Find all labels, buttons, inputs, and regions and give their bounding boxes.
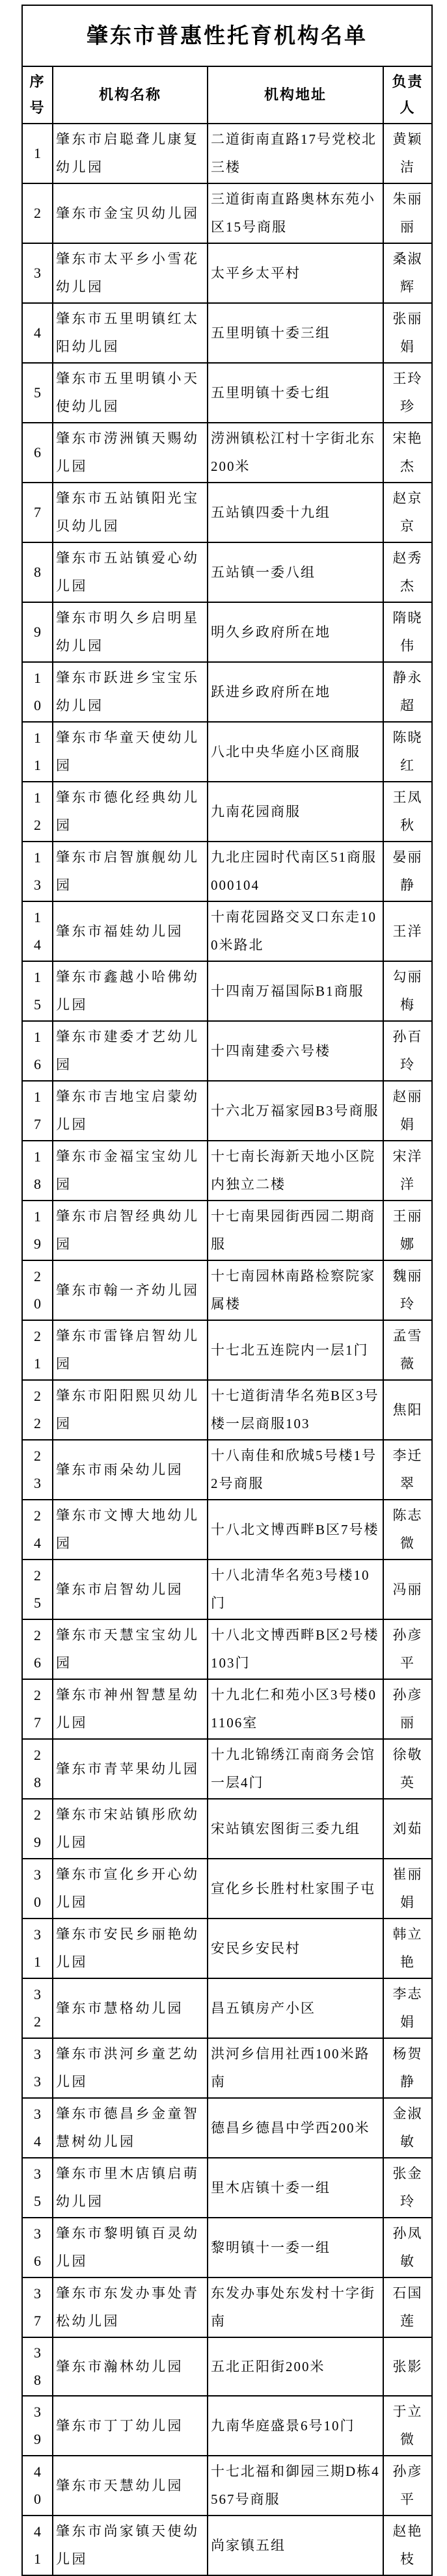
title-row (22, 5, 432, 66)
row-serial: 16 (34, 1029, 41, 1072)
table-row (22, 1859, 432, 1919)
row-serial: 10 (34, 670, 41, 713)
institution-address: 十九北锦绣江南商务会馆一层4门 (208, 1739, 383, 1799)
table-row (22, 303, 432, 363)
institution-name: 肇东市瀚林幼儿园 (53, 2337, 208, 2396)
row-serial-cell (22, 2218, 53, 2277)
row-serial-cell (22, 1021, 53, 1081)
institution-address: 九北庄园时代南区51商服000104 (208, 842, 383, 901)
person-in-charge: 冯丽 (383, 1560, 432, 1619)
person-in-charge: 张影 (383, 2337, 432, 2396)
person-in-charge: 李迁翠 (383, 1440, 432, 1500)
table-row (22, 1679, 432, 1739)
person-in-charge: 赵京京 (383, 483, 432, 542)
person-in-charge: 陈晓红 (383, 722, 432, 782)
institution-name: 肇东市金宝贝幼儿园 (53, 183, 208, 243)
row-serial-cell (22, 542, 53, 602)
row-serial-cell (22, 2038, 53, 2098)
row-serial: 22 (34, 1388, 41, 1431)
table-row (22, 602, 432, 662)
row-serial-cell (22, 1260, 53, 1320)
row-serial-cell (22, 2516, 53, 2575)
header-row (22, 66, 432, 124)
row-serial: 38 (34, 2344, 41, 2388)
institution-name: 肇东市五站镇爱心幼儿园 (53, 542, 208, 602)
row-serial: 24 (34, 1507, 41, 1551)
table-row (22, 124, 432, 183)
row-serial: 37 (34, 2285, 41, 2329)
person-in-charge: 王凤秋 (383, 782, 432, 842)
column-header-no: 序号 (22, 66, 53, 124)
row-serial: 12 (34, 790, 41, 833)
person-in-charge: 静永超 (383, 662, 432, 722)
institution-address: 十六北万福家园B3号商服 (208, 1081, 383, 1141)
institution-name: 肇东市太平乡小雪花幼儿园 (53, 243, 208, 303)
table-row (22, 1978, 432, 2038)
table-row (22, 1021, 432, 1081)
person-in-charge: 王洋 (383, 901, 432, 961)
institution-name: 肇东市宋站镇彤欣幼儿园 (53, 1799, 208, 1859)
person-in-charge: 孙凤敏 (383, 2218, 432, 2277)
row-serial-cell (22, 363, 53, 423)
institution-name: 肇东市吉地宝启蒙幼儿园 (53, 1081, 208, 1141)
person-in-charge: 黄颖洁 (383, 124, 432, 183)
table-row (22, 1260, 432, 1320)
table-row (22, 722, 432, 782)
person-in-charge: 孙彦平 (383, 1619, 432, 1679)
row-serial: 39 (34, 2404, 41, 2447)
institution-address: 十四南建委六号楼 (208, 1021, 383, 1081)
person-in-charge: 勾丽梅 (383, 961, 432, 1021)
table-row (22, 2456, 432, 2516)
table-row (22, 2396, 432, 2456)
row-serial-cell (22, 183, 53, 243)
table-row (22, 542, 432, 602)
row-serial-cell (22, 1679, 53, 1739)
institution-name: 肇东市东发办事处青松幼儿园 (53, 2277, 208, 2337)
institution-name: 肇东市安民乡丽艳幼儿园 (53, 1919, 208, 1978)
institution-name: 肇东市阳阳熙贝幼儿园 (53, 1380, 208, 1440)
institution-address: 九南花园商服 (208, 782, 383, 842)
institution-address: 九南华庭盛景6号10门 (208, 2396, 383, 2456)
row-serial-cell (22, 2456, 53, 2516)
table-row (22, 1500, 432, 1560)
table-row (22, 901, 432, 961)
row-serial: 1 (34, 145, 41, 161)
row-serial-cell (22, 1619, 53, 1679)
row-serial-cell (22, 1919, 53, 1978)
institution-address: 涝洲镇松江村十字街北东200米 (208, 423, 383, 483)
institution-address: 十九北仁和苑小区3号楼01106室 (208, 1679, 383, 1739)
row-serial: 35 (34, 2166, 41, 2209)
institution-name: 肇东市金福宝宝幼儿园 (53, 1141, 208, 1201)
row-serial-cell (22, 602, 53, 662)
institution-address: 明久乡政府所在地 (208, 602, 383, 662)
institution-address: 东发办事处东发村十字街南 (208, 2277, 383, 2337)
person-in-charge: 焦阳 (383, 1380, 432, 1440)
row-serial-cell (22, 1440, 53, 1500)
page-title: 肇东市普惠性托育机构名单 (87, 23, 368, 47)
institution-address: 十八北清华名苑3号楼10门 (208, 1560, 383, 1619)
row-serial-cell (22, 1320, 53, 1380)
row-serial-cell (22, 1141, 53, 1201)
row-serial: 15 (34, 969, 41, 1013)
row-serial: 34 (34, 2106, 41, 2149)
person-in-charge: 孟雪薇 (383, 1320, 432, 1380)
institution-address: 十七北五连院内一层1门 (208, 1320, 383, 1380)
institution-address: 五站镇一委八组 (208, 542, 383, 602)
row-serial-cell (22, 1500, 53, 1560)
institution-name: 肇东市丁丁幼儿园 (53, 2396, 208, 2456)
row-serial-cell (22, 2098, 53, 2158)
row-serial-cell (22, 1739, 53, 1799)
institution-name: 肇东市慧格幼儿园 (53, 1978, 208, 2038)
column-header-person: 负责人 (383, 66, 432, 124)
row-serial: 17 (34, 1089, 41, 1132)
institution-address: 十八北文博西畔B区2号楼103门 (208, 1619, 383, 1679)
row-serial: 21 (34, 1328, 41, 1372)
table-row (22, 2516, 432, 2575)
institution-name: 肇东市五站镇阳光宝贝幼儿园 (53, 483, 208, 542)
institution-address: 尚家镇五组 (208, 2516, 383, 2575)
institution-name: 肇东市里木店镇启萌幼儿园 (53, 2158, 208, 2218)
table-row (22, 483, 432, 542)
row-serial: 36 (34, 2225, 41, 2269)
institution-name: 肇东市跃进乡宝宝乐幼儿园 (53, 662, 208, 722)
person-in-charge: 韩立艳 (383, 1919, 432, 1978)
table-row (22, 1560, 432, 1619)
institution-address: 十八北文博西畔B区7号楼 (208, 1500, 383, 1560)
row-serial-cell (22, 2277, 53, 2337)
institution-address: 宣化乡长胜村杜家围子屯 (208, 1859, 383, 1919)
person-in-charge: 于立微 (383, 2396, 432, 2456)
table-row (22, 1320, 432, 1380)
row-serial: 11 (34, 730, 41, 773)
row-serial: 19 (34, 1208, 41, 1252)
row-serial-cell (22, 483, 53, 542)
institution-name: 肇东市启智经典幼儿园 (53, 1201, 208, 1260)
table-row (22, 2337, 432, 2396)
table-row (22, 1919, 432, 1978)
person-in-charge: 朱丽丽 (383, 183, 432, 243)
row-serial-cell (22, 1560, 53, 1619)
row-serial: 5 (34, 384, 41, 401)
institution-address: 十七道街清华名苑B区3号楼一层商服103 (208, 1380, 383, 1440)
institution-address: 洪河乡信用社西100米路南 (208, 2038, 383, 2098)
table-row (22, 662, 432, 722)
person-in-charge: 刘茹 (383, 1799, 432, 1859)
institution-address: 十七南果园街西园二期商服 (208, 1201, 383, 1260)
row-serial: 32 (34, 1986, 41, 2030)
table-row (22, 1739, 432, 1799)
institution-address: 十四南万福国际B1商服 (208, 961, 383, 1021)
person-in-charge: 赵秀杰 (383, 542, 432, 602)
person-in-charge: 宋艳杰 (383, 423, 432, 483)
row-serial: 7 (34, 504, 41, 520)
institution-address: 太平乡太平村 (208, 243, 383, 303)
table-row (22, 782, 432, 842)
institution-name: 肇东市雷锋启智幼儿园 (53, 1320, 208, 1380)
row-serial: 27 (34, 1687, 41, 1731)
table-row (22, 363, 432, 423)
person-in-charge: 晏丽静 (383, 842, 432, 901)
row-serial: 20 (34, 1268, 41, 1312)
table-row (22, 2038, 432, 2098)
row-serial: 9 (34, 624, 41, 640)
person-in-charge: 张丽娟 (383, 303, 432, 363)
title-cell (22, 5, 432, 66)
institution-address: 里木店镇十委一组 (208, 2158, 383, 2218)
table-row (22, 1081, 432, 1141)
row-serial: 30 (34, 1866, 41, 1910)
row-serial-cell (22, 1799, 53, 1859)
row-serial: 4 (34, 325, 41, 341)
row-serial: 41 (34, 2523, 41, 2567)
row-serial-cell (22, 2337, 53, 2396)
person-in-charge: 张金玲 (383, 2158, 432, 2218)
person-in-charge: 魏丽玲 (383, 1260, 432, 1320)
table-row (22, 2098, 432, 2158)
table-row (22, 1141, 432, 1201)
institution-name: 肇东市尚家镇天使幼儿园 (53, 2516, 208, 2575)
institution-name: 肇东市福娃幼儿园 (53, 901, 208, 961)
institution-address: 十七南长海新天地小区院内独立二楼 (208, 1141, 383, 1201)
institution-name: 肇东市翰一齐幼儿园 (53, 1260, 208, 1320)
column-header-name: 机构名称 (53, 66, 208, 124)
row-serial: 2 (34, 205, 41, 221)
row-serial: 14 (34, 909, 41, 953)
row-serial: 3 (34, 265, 41, 281)
institution-name: 肇东市青苹果幼儿园 (53, 1739, 208, 1799)
institution-name: 肇东市德化经典幼儿园 (53, 782, 208, 842)
person-in-charge: 赵艳枝 (383, 2516, 432, 2575)
row-serial-cell (22, 662, 53, 722)
person-in-charge: 李志娟 (383, 1978, 432, 2038)
institution-address: 五里明镇十委七组 (208, 363, 383, 423)
institution-address: 跃进乡政府所在地 (208, 662, 383, 722)
institution-name: 肇东市华童天使幼儿园 (53, 722, 208, 782)
row-serial-cell (22, 1081, 53, 1141)
person-in-charge: 徐敬英 (383, 1739, 432, 1799)
institution-name: 肇东市鑫越小哈佛幼儿园 (53, 961, 208, 1021)
table-row (22, 1799, 432, 1859)
row-serial: 8 (34, 564, 41, 580)
institution-name: 肇东市五里明镇红太阳幼儿园 (53, 303, 208, 363)
institution-name: 肇东市启智旗舰幼儿园 (53, 842, 208, 901)
row-serial-cell (22, 782, 53, 842)
person-in-charge: 宋洋洋 (383, 1141, 432, 1201)
person-in-charge: 王丽娜 (383, 1201, 432, 1260)
person-in-charge: 崔丽娟 (383, 1859, 432, 1919)
institution-name: 肇东市五里明镇小天使幼儿园 (53, 363, 208, 423)
row-serial-cell (22, 2396, 53, 2456)
table-row (22, 243, 432, 303)
institution-name: 肇东市神州智慧星幼儿园 (53, 1679, 208, 1739)
row-serial-cell (22, 243, 53, 303)
row-serial: 40 (34, 2463, 41, 2507)
row-serial-cell (22, 1380, 53, 1440)
institution-name: 肇东市宣化乡开心幼儿园 (53, 1859, 208, 1919)
institution-address: 八北中央华庭小区商服 (208, 722, 383, 782)
row-serial-cell (22, 1201, 53, 1260)
person-in-charge: 陈志微 (383, 1500, 432, 1560)
institution-name: 肇东市文博大地幼儿园 (53, 1500, 208, 1560)
institution-address: 五里明镇十委三组 (208, 303, 383, 363)
institution-address: 五站镇四委十九组 (208, 483, 383, 542)
person-in-charge: 杨贺静 (383, 2038, 432, 2098)
table-row (22, 423, 432, 483)
institution-address: 昌五镇房产小区 (208, 1978, 383, 2038)
row-serial: 13 (34, 849, 41, 893)
row-serial: 33 (34, 2046, 41, 2090)
row-serial-cell (22, 961, 53, 1021)
table-row (22, 1201, 432, 1260)
person-in-charge: 孙彦丽 (383, 1679, 432, 1739)
institution-table (21, 5, 433, 2576)
person-in-charge: 桑淑辉 (383, 243, 432, 303)
column-header-address: 机构地址 (208, 66, 383, 124)
table-row (22, 183, 432, 243)
row-serial-cell (22, 901, 53, 961)
row-serial: 25 (34, 1567, 41, 1611)
institution-address: 五北正阳街200米 (208, 2337, 383, 2396)
person-in-charge: 赵丽娟 (383, 1081, 432, 1141)
person-in-charge: 孙彦平 (383, 2456, 432, 2516)
row-serial: 6 (34, 444, 41, 460)
institution-name: 肇东市雨朵幼儿园 (53, 1440, 208, 1500)
institution-name: 肇东市洪河乡童艺幼儿园 (53, 2038, 208, 2098)
row-serial: 29 (34, 1807, 41, 1850)
row-serial-cell (22, 1859, 53, 1919)
row-serial: 31 (34, 1926, 41, 1970)
person-in-charge: 金淑敏 (383, 2098, 432, 2158)
row-serial: 23 (34, 1448, 41, 1491)
row-serial-cell (22, 722, 53, 782)
institution-address: 宋站镇宏图街三委九组 (208, 1799, 383, 1859)
institution-address: 十南花园路交叉口东走100米路北 (208, 901, 383, 961)
row-serial-cell (22, 842, 53, 901)
row-serial-cell (22, 2158, 53, 2218)
institution-name: 肇东市涝洲镇天赐幼儿园 (53, 423, 208, 483)
row-serial-cell (22, 423, 53, 483)
institution-address: 二道街南直路17号党校北三楼 (208, 124, 383, 183)
table-row (22, 1440, 432, 1500)
table-body (22, 124, 432, 2575)
person-in-charge: 王玲珍 (383, 363, 432, 423)
institution-address: 十八南佳和欣城5号楼1号2号商服 (208, 1440, 383, 1500)
table-row (22, 2277, 432, 2337)
row-serial-cell (22, 303, 53, 363)
institution-address: 黎明镇十一委一组 (208, 2218, 383, 2277)
institution-address: 德昌乡德昌中学西200米 (208, 2098, 383, 2158)
table-row (22, 842, 432, 901)
institution-address: 三道街南直路奥林东苑小区15号商服 (208, 183, 383, 243)
row-serial: 26 (34, 1627, 41, 1671)
institution-name: 肇东市天慧幼儿园 (53, 2456, 208, 2516)
row-serial: 18 (34, 1149, 41, 1192)
row-serial: 28 (34, 1747, 41, 1790)
institution-name: 肇东市启聪聋儿康复幼儿园 (53, 124, 208, 183)
table-row (22, 1619, 432, 1679)
row-serial-cell (22, 124, 53, 183)
institution-name: 肇东市建委才艺幼儿园 (53, 1021, 208, 1081)
institution-name: 肇东市天慧宝宝幼儿园 (53, 1619, 208, 1679)
row-serial-cell (22, 1978, 53, 2038)
table-row (22, 1380, 432, 1440)
institution-name: 肇东市德昌乡金童智慧树幼儿园 (53, 2098, 208, 2158)
institution-name: 肇东市黎明镇百灵幼儿园 (53, 2218, 208, 2277)
table-row (22, 2218, 432, 2277)
institution-address: 十七南园林南路检察院家属楼 (208, 1260, 383, 1320)
institution-name: 肇东市启智幼儿园 (53, 1560, 208, 1619)
table-row (22, 961, 432, 1021)
person-in-charge: 孙百玲 (383, 1021, 432, 1081)
institution-name: 肇东市明久乡启明星幼儿园 (53, 602, 208, 662)
institution-address: 十七北福和御园三期D栋4567号商服 (208, 2456, 383, 2516)
table-row (22, 2158, 432, 2218)
institution-address: 安民乡安民村 (208, 1919, 383, 1978)
person-in-charge: 石国莲 (383, 2277, 432, 2337)
person-in-charge: 隋晓伟 (383, 602, 432, 662)
